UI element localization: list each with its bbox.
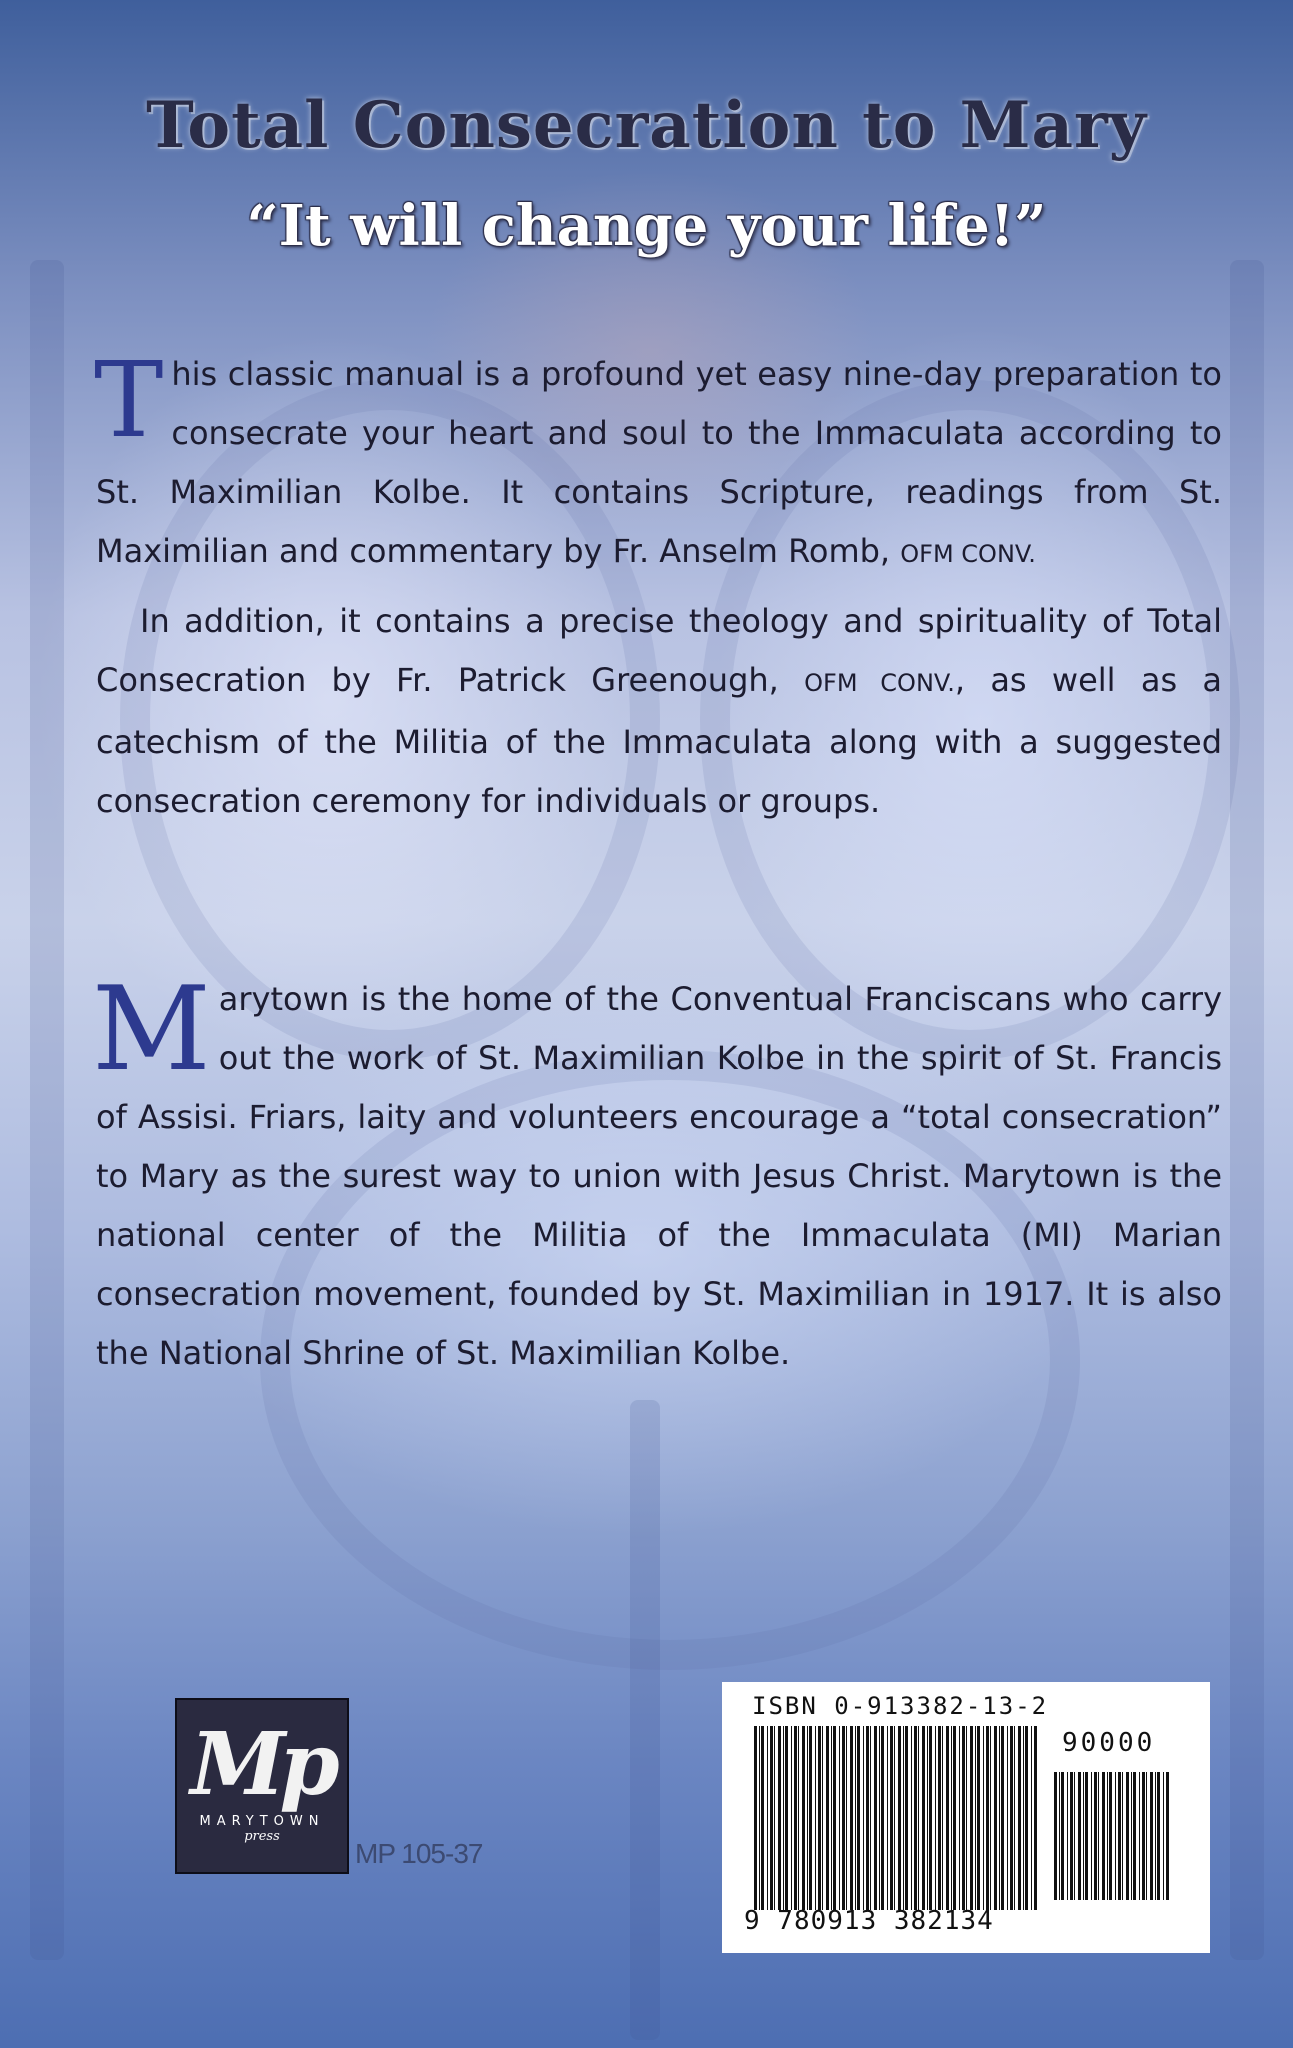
barcode-bar (994, 1726, 997, 1910)
barcode-bar (870, 1726, 871, 1910)
barcode-bar (794, 1726, 797, 1910)
ean-digits: 9 780913 382134 (744, 1906, 994, 1936)
catalog-number: MP 105-37 (355, 1838, 483, 1869)
barcode-bar (1014, 1726, 1015, 1910)
barcode-bar (1150, 1772, 1153, 1900)
paragraph-text: , as well as a catechism of the Militia of the Immaculata along with a suggested consecration ceremony for individuals or groups. (96, 661, 1223, 820)
barcode-bar (1131, 1772, 1132, 1900)
barcode-bar (783, 1726, 784, 1910)
publisher-logo (175, 1698, 349, 1874)
barcode-bar (929, 1726, 932, 1910)
barcode-bar (905, 1726, 908, 1910)
barcode-bar (1115, 1772, 1116, 1900)
barcode-bar (809, 1726, 812, 1910)
barcode-bar (977, 1726, 980, 1910)
barcode-bar (1155, 1772, 1156, 1900)
cover-subtitle: “It will change your life!” (246, 193, 1047, 259)
barcode-bar (935, 1726, 936, 1910)
barcode-bar (761, 1726, 764, 1910)
barcode-bar (1166, 1772, 1169, 1900)
barcode-bar (898, 1726, 901, 1910)
barcode-bar (1061, 1772, 1064, 1900)
stained-glass-bar (630, 1400, 660, 2040)
barcode-panel (722, 1682, 1210, 1953)
barcode-bar (1083, 1772, 1084, 1900)
barcode-bar (881, 1726, 884, 1910)
barcode-bar (1023, 1726, 1024, 1910)
barcode-bar (839, 1726, 840, 1910)
addon-barcode (1052, 1772, 1172, 1900)
barcode-bar (999, 1726, 1000, 1910)
barcode-bar (983, 1726, 984, 1910)
barcode-bar (826, 1726, 829, 1910)
barcode-bar (1085, 1772, 1088, 1900)
barcode-bar (1074, 1772, 1075, 1900)
religious-order-abbrev: OFM CONV. (804, 669, 955, 697)
barcode-bar (1078, 1772, 1081, 1900)
barcode-bar (802, 1726, 805, 1910)
barcode-bar (986, 1726, 989, 1910)
barcode-bar (1001, 1726, 1004, 1910)
barcode-bar (866, 1726, 869, 1910)
barcode-bar (879, 1726, 880, 1910)
barcode-bar (953, 1726, 956, 1910)
barcode-bar (975, 1726, 976, 1910)
barcode-bar (1091, 1772, 1092, 1900)
barcode-bar (894, 1726, 895, 1910)
barcode-bar (990, 1726, 991, 1910)
barcode-bar (890, 1726, 893, 1910)
barcode-bar (1133, 1772, 1136, 1900)
barcode-bar (966, 1726, 967, 1910)
barcode-bar (833, 1726, 836, 1910)
description-paragraph-1 (94, 339, 1222, 584)
logo-monogram: Mp (190, 1714, 334, 1815)
stained-glass-bar (30, 260, 64, 1960)
barcode-bar (970, 1726, 973, 1910)
barcode-bar (774, 1726, 775, 1910)
barcode-bar (1007, 1726, 1008, 1910)
barcode-bar (1094, 1772, 1097, 1900)
barcode-bar (1098, 1772, 1099, 1900)
barcode-bar (918, 1726, 919, 1910)
drop-cap: T (94, 339, 164, 461)
barcode-bar (927, 1726, 928, 1910)
description-paragraph-2 (96, 592, 1222, 831)
barcode-bar (807, 1726, 808, 1910)
barcode-bar (959, 1726, 960, 1910)
barcode-bar (1025, 1726, 1028, 1910)
barcode-bar (1054, 1772, 1057, 1900)
barcode-bar (946, 1726, 949, 1910)
ean-barcode (752, 1726, 1042, 1910)
barcode-bar (1010, 1726, 1013, 1910)
cover-title: Total Consecration to Mary (146, 88, 1147, 163)
barcode-bar (863, 1726, 864, 1910)
barcode-bar (855, 1726, 856, 1910)
barcode-bar (798, 1726, 799, 1910)
barcode-bar (1034, 1726, 1037, 1910)
barcode-bar (1118, 1772, 1121, 1900)
barcode-bar (831, 1726, 832, 1910)
barcode-bar (962, 1726, 965, 1910)
isbn-label: ISBN 0-913382-13-2 (752, 1692, 1049, 1720)
barcode-bar (815, 1726, 816, 1910)
barcode-bar (1139, 1772, 1140, 1900)
barcode-bar (874, 1726, 877, 1910)
barcode-bar (1059, 1772, 1060, 1900)
barcode-bar (767, 1726, 768, 1910)
barcode-bar (785, 1726, 788, 1910)
barcode-bar (914, 1726, 917, 1910)
paragraph-text: In addition, it contains a precise theology and spirituality of Total Consecration by Fr. Patrick Greenough, (96, 602, 1222, 699)
barcode-bar (942, 1726, 943, 1910)
stained-glass-bar (1230, 260, 1264, 1960)
barcode-bar (1146, 1772, 1147, 1900)
barcode-bar (911, 1726, 912, 1910)
barcode-bar (1126, 1772, 1129, 1900)
barcode-bar (1031, 1726, 1032, 1910)
barcode-bar (1070, 1772, 1073, 1900)
barcode-bar (850, 1726, 853, 1910)
barcode-bar (822, 1726, 823, 1910)
barcode-bar (791, 1726, 792, 1910)
barcode-bar (1018, 1726, 1021, 1910)
barcode-bar (754, 1726, 757, 1910)
barcode-bar (1107, 1772, 1108, 1900)
barcode-bar (903, 1726, 904, 1910)
paragraph-text: arytown is the home of the Conventual Franciscans who carry out the work of St. Maximilian Kolbe in the spirit of St. Francis of Assisi. Friars, laity and volunteers encourage a “total consecration” to Mary as the surest way to union with Jesus Christ. Marytown is the national center of the Militia of the Immaculata (MI) Marian consecration movement, founded by St. Maximilian in 1917. It is also the National Shrine of St. Maximilian Kolbe. (96, 980, 1222, 1372)
barcode-bar (1142, 1772, 1145, 1900)
barcode-bar (887, 1726, 888, 1910)
barcode-bar (857, 1726, 860, 1910)
marytown-block (92, 962, 1222, 1383)
barcode-bar (1157, 1772, 1160, 1900)
barcode-bar (846, 1726, 847, 1910)
marytown-paragraph (92, 962, 1222, 1383)
barcode-bar (770, 1726, 773, 1910)
barcode-bar (1122, 1772, 1123, 1900)
barcode-bar (1163, 1772, 1164, 1900)
drop-cap: M (92, 962, 211, 1097)
logo-tagline: press (244, 1829, 280, 1844)
barcode-bar (922, 1726, 925, 1910)
barcode-bar (951, 1726, 952, 1910)
barcode-bar (818, 1726, 821, 1910)
barcode-bar (1067, 1772, 1068, 1900)
barcode-bar (759, 1726, 760, 1910)
description-block (94, 339, 1223, 831)
barcode-bar (1109, 1772, 1112, 1900)
barcode-bar (778, 1726, 781, 1910)
religious-order-abbrev: OFM CONV. (900, 540, 1036, 568)
barcode-bar (938, 1726, 941, 1910)
logo-publisher-name: MARYTOWN (199, 1814, 325, 1829)
paragraph-text: his classic manual is a profound yet easy nine-day preparation to consecrate your heart and soul to the Immaculata according to St. Maximilian Kolbe. It contains Scripture, readings from St. Maximilian and commentary by Fr. Anselm Romb, (96, 355, 1222, 570)
price-code: 90000 (1062, 1728, 1156, 1758)
barcode-bar (842, 1726, 845, 1910)
barcode-bar (1102, 1772, 1105, 1900)
